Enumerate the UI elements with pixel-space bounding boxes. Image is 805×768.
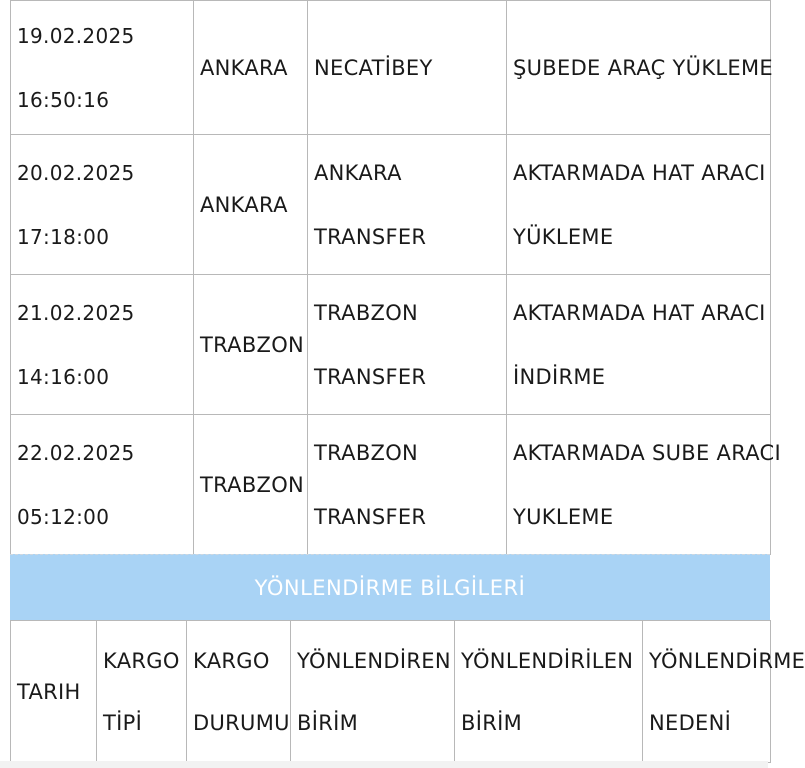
header-text: DURUMU xyxy=(193,710,290,735)
header-text: YÖNLENDİREN xyxy=(297,648,451,673)
city-text: ANKARA xyxy=(200,55,288,80)
unit-text: NECATİBEY xyxy=(314,55,433,80)
unit-text: TRABZON xyxy=(314,300,419,325)
action-text: AKTARMADA HAT ARACI xyxy=(513,300,766,325)
action-cell xyxy=(507,1,771,135)
header-text: NEDENİ xyxy=(649,710,732,735)
header-text: BİRİM xyxy=(461,710,523,735)
column-header-routing-unit xyxy=(291,621,455,763)
column-header-routing-reason xyxy=(643,621,805,763)
date-text: 20.02.2025 xyxy=(17,160,135,185)
date-cell xyxy=(11,415,194,555)
time-text: 05:12:00 xyxy=(17,504,110,529)
section-title: YÖNLENDİRME BİLGİLERİ xyxy=(254,576,526,600)
action-text: AKTARMADA SUBE ARACI xyxy=(513,440,781,465)
table-row xyxy=(11,135,771,275)
time-text: 17:18:00 xyxy=(17,224,110,249)
date-text: 22.02.2025 xyxy=(17,440,135,465)
date-text: 19.02.2025 xyxy=(17,23,135,48)
unit-text: ANKARA xyxy=(314,160,402,185)
unit-cell xyxy=(308,415,507,555)
routing-section-header xyxy=(10,554,770,621)
header-text: KARGO xyxy=(193,648,270,673)
unit-cell xyxy=(308,1,507,135)
header-text: YÖNLENDİRİLEN xyxy=(461,648,634,673)
unit-text: TRABZON xyxy=(314,440,419,465)
date-cell xyxy=(11,135,194,275)
date-cell xyxy=(11,1,194,135)
city-text: TRABZON xyxy=(200,332,305,357)
table-row xyxy=(11,415,771,555)
date-text: 21.02.2025 xyxy=(17,300,135,325)
table-row xyxy=(11,1,771,135)
action-cell xyxy=(507,135,771,275)
movement-table xyxy=(10,0,781,555)
column-header-routed-unit xyxy=(455,621,643,763)
time-text: 16:50:16 xyxy=(17,87,110,112)
city-cell xyxy=(194,135,308,275)
action-text: İNDİRME xyxy=(513,364,606,389)
city-cell xyxy=(194,415,308,555)
column-header-date xyxy=(11,621,97,763)
unit-text: TRANSFER xyxy=(314,364,427,389)
column-header-cargo-status xyxy=(187,621,291,763)
action-cell xyxy=(507,275,771,415)
city-text: TRABZON xyxy=(200,472,305,497)
city-cell xyxy=(194,275,308,415)
city-text: ANKARA xyxy=(200,192,288,217)
date-cell xyxy=(11,275,194,415)
action-text: ŞUBEDE ARAÇ YÜKLEME xyxy=(513,55,773,80)
routing-header-row xyxy=(11,621,771,763)
column-header-cargo-type xyxy=(97,621,187,763)
header-text: BİRİM xyxy=(297,710,359,735)
city-cell xyxy=(194,1,308,135)
routing-table xyxy=(10,620,805,763)
unit-text: TRANSFER xyxy=(314,504,427,529)
action-text: AKTARMADA HAT ARACI xyxy=(513,160,766,185)
unit-cell xyxy=(308,135,507,275)
header-text: KARGO xyxy=(103,648,180,673)
header-text: TARIH xyxy=(17,679,81,704)
unit-text: TRANSFER xyxy=(314,224,427,249)
time-text: 14:16:00 xyxy=(17,364,110,389)
action-text: YÜKLEME xyxy=(513,224,614,249)
header-text: YÖNLENDİRME xyxy=(649,648,805,673)
unit-cell xyxy=(308,275,507,415)
header-text: TİPİ xyxy=(103,710,143,735)
action-text: YUKLEME xyxy=(513,504,614,529)
table-row xyxy=(11,275,771,415)
action-cell xyxy=(507,415,781,555)
bottom-divider xyxy=(0,761,768,768)
